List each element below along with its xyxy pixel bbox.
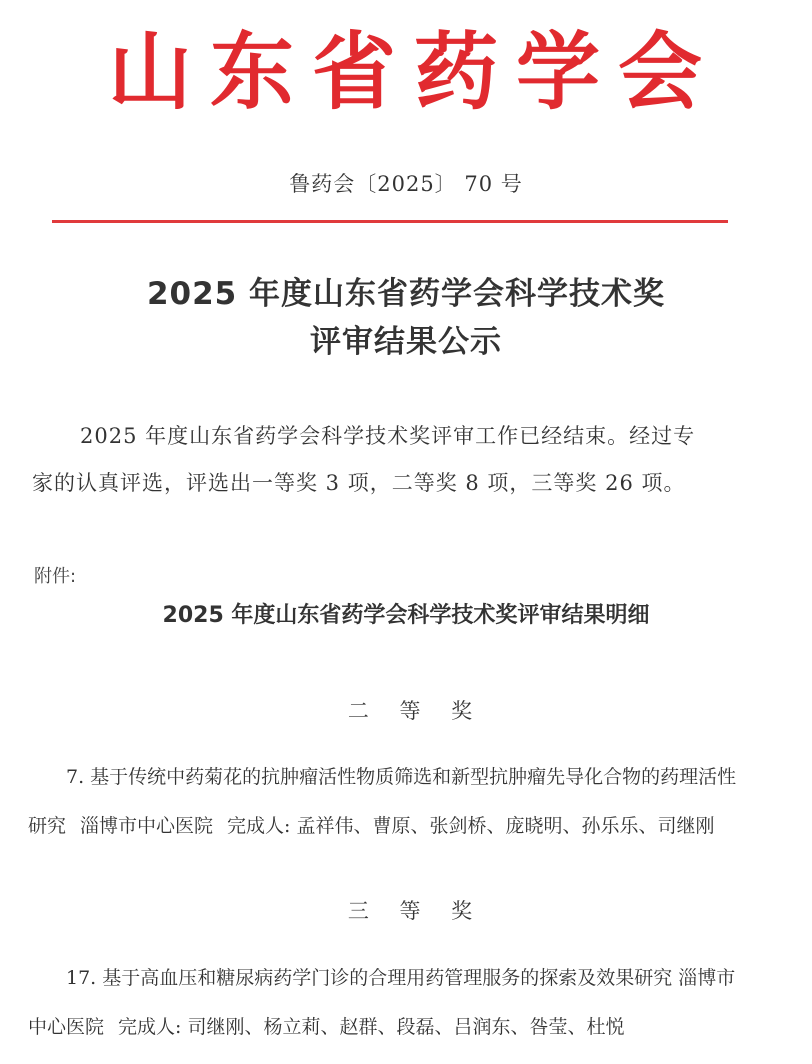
- notice-title-line-1: 2025 年度山东省药学会科学技术奖: [146, 276, 666, 312]
- third-prize-entry-line-2: [28, 1012, 624, 1039]
- third-prize-entry-people: 完成人: 司继刚、杨立莉、赵群、段磊、吕润东、咎莹、杜悦: [118, 1016, 625, 1038]
- red-divider-line: [52, 220, 728, 223]
- second-prize-entry-line-1: 7. 基于传统中药菊花的抗肿瘤活性物质筛选和新型抗肿瘤先导化合物的药理活性: [66, 766, 737, 788]
- attachment-label: 附件:: [34, 566, 77, 587]
- second-prize-entry-line-2: [28, 811, 714, 838]
- notice-title-line-2: 评审结果公示: [310, 324, 502, 360]
- second-prize-entry-project-tail: 研究: [28, 815, 67, 837]
- third-prize-heading: 三 等 奖: [347, 899, 485, 923]
- second-prize-heading: 二 等 奖: [347, 699, 485, 723]
- document-number: 鲁药会〔2025〕 70 号: [289, 172, 523, 196]
- attachment-title: 2025 年度山东省药学会科学技术奖评审结果明细: [162, 603, 650, 628]
- organization-masthead: 山东省药学会: [107, 23, 720, 121]
- third-prize-entry-line-1: 17. 基于高血压和糖尿病药学门诊的合理用药管理服务的探索及效果研究 淄博市: [66, 967, 736, 989]
- notice-body-line-2: 家的认真评选，评选出一等奖 3 项，二等奖 8 项，三等奖 26 项。: [32, 471, 686, 495]
- second-prize-entry-unit: 淄博市中心医院: [80, 815, 214, 837]
- third-prize-entry-unit: 中心医院: [28, 1016, 105, 1038]
- second-prize-entry-people: 完成人: 孟祥伟、曹原、张剑桥、庞晓明、孙乐乐、司继刚: [227, 815, 715, 837]
- notice-body-line-1: 2025 年度山东省药学会科学技术奖评审工作已经结束。经过专: [80, 424, 696, 448]
